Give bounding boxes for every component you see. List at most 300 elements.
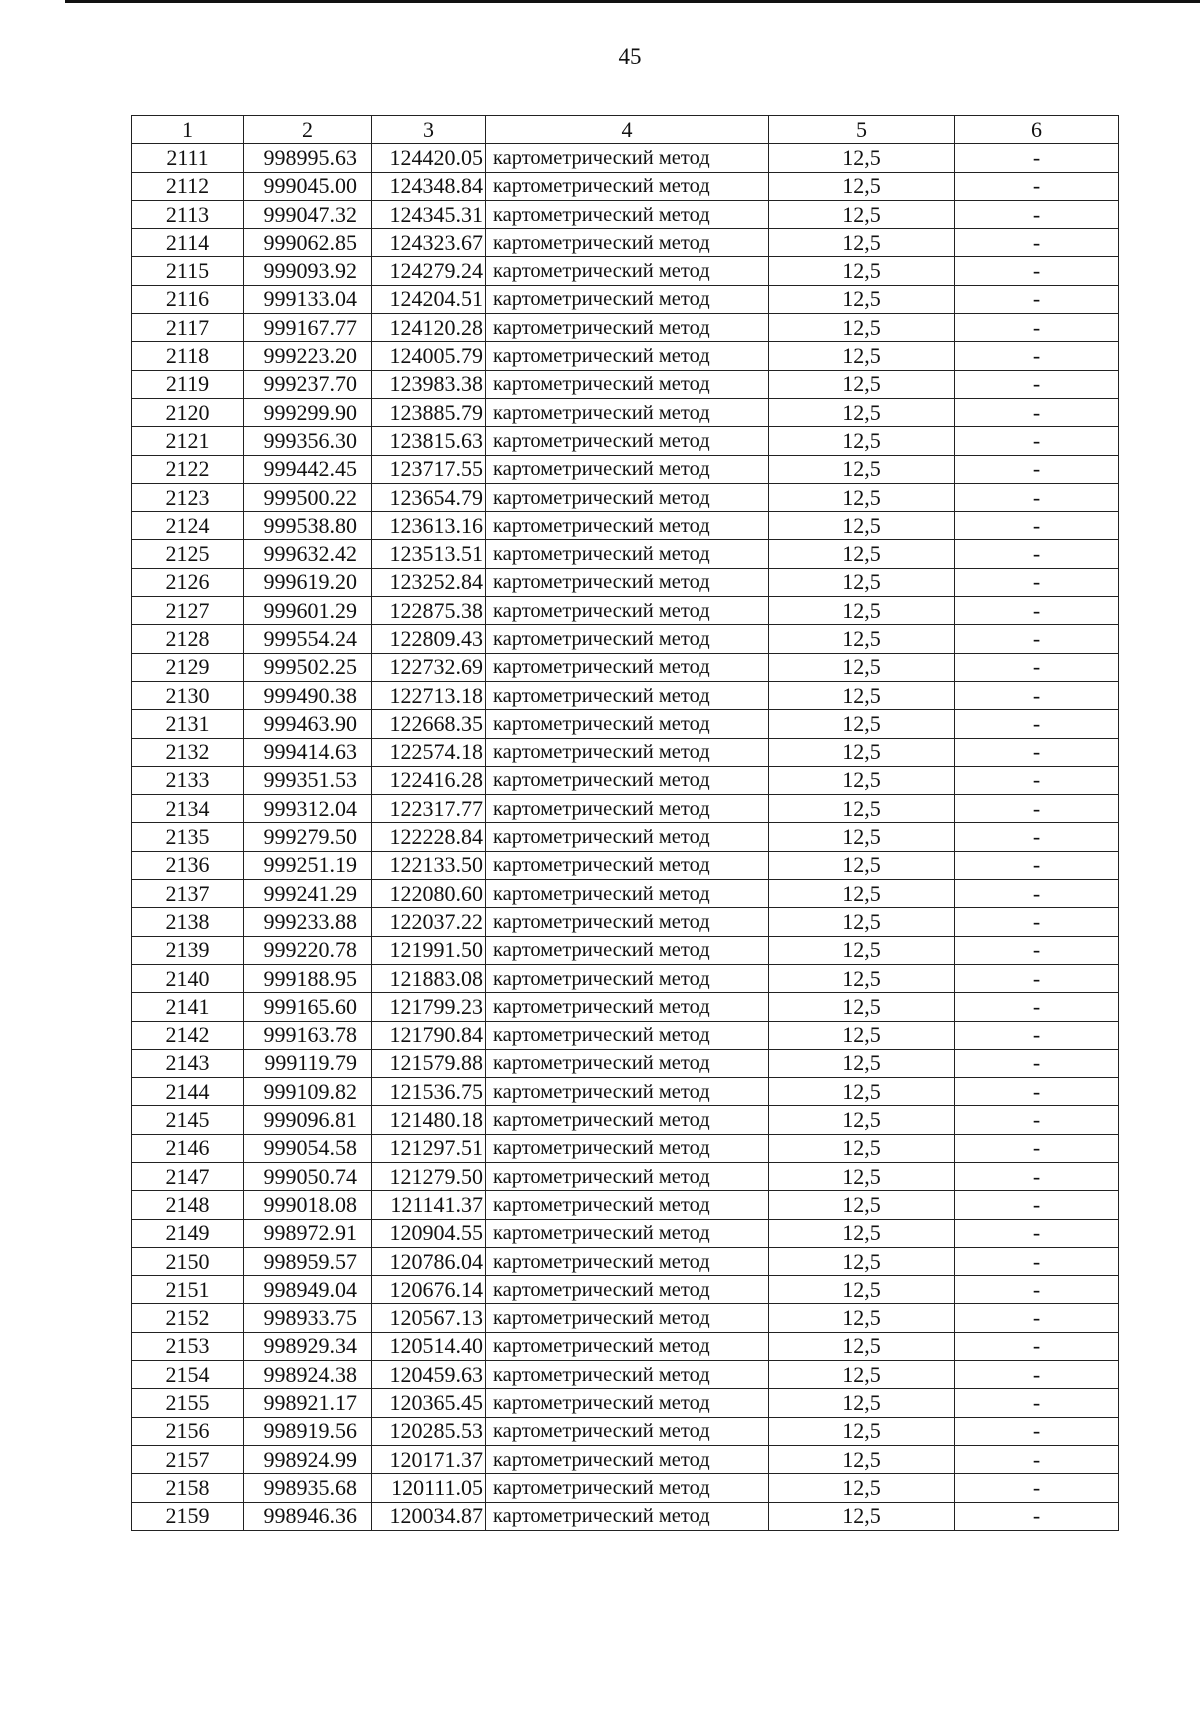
accuracy-cell: 12,5: [769, 398, 955, 426]
point-number-cell: 2113: [132, 200, 244, 228]
table-row: [132, 257, 1119, 285]
table-row: [132, 1247, 1119, 1275]
accuracy-cell: 12,5: [769, 738, 955, 766]
column-header-1: 1: [132, 116, 244, 144]
description-cell: -: [955, 1304, 1119, 1332]
y-coordinate-cell: 123717.55: [372, 455, 486, 483]
point-number-cell: 2125: [132, 540, 244, 568]
accuracy-cell: 12,5: [769, 483, 955, 511]
x-coordinate-cell: 999414.63: [244, 738, 372, 766]
accuracy-cell: 12,5: [769, 1049, 955, 1077]
x-coordinate-cell: 999233.88: [244, 908, 372, 936]
x-coordinate-cell: 999312.04: [244, 795, 372, 823]
y-coordinate-cell: 124120.28: [372, 314, 486, 342]
x-coordinate-cell: 999442.45: [244, 455, 372, 483]
method-cell: картометрический метод: [486, 1191, 769, 1219]
method-cell: картометрический метод: [486, 908, 769, 936]
method-cell: картометрический метод: [486, 993, 769, 1021]
point-number-cell: 2139: [132, 936, 244, 964]
accuracy-cell: 12,5: [769, 1502, 955, 1530]
method-cell: картометрический метод: [486, 285, 769, 313]
table-row: [132, 738, 1119, 766]
description-cell: -: [955, 851, 1119, 879]
column-header-3: 3: [372, 116, 486, 144]
top-rule: [65, 0, 1200, 3]
description-cell: -: [955, 455, 1119, 483]
accuracy-cell: 12,5: [769, 1361, 955, 1389]
table-row: [132, 710, 1119, 738]
x-coordinate-cell: 999223.20: [244, 342, 372, 370]
point-number-cell: 2158: [132, 1474, 244, 1502]
method-cell: картометрический метод: [486, 1049, 769, 1077]
point-number-cell: 2156: [132, 1417, 244, 1445]
y-coordinate-cell: 121883.08: [372, 964, 486, 992]
point-number-cell: 2143: [132, 1049, 244, 1077]
description-cell: -: [955, 370, 1119, 398]
table-row: [132, 1021, 1119, 1049]
y-coordinate-cell: 123983.38: [372, 370, 486, 398]
description-cell: -: [955, 200, 1119, 228]
table-row: [132, 1106, 1119, 1134]
point-number-cell: 2112: [132, 172, 244, 200]
description-cell: -: [955, 625, 1119, 653]
page-number: 45: [618, 44, 642, 69]
y-coordinate-cell: 120514.40: [372, 1332, 486, 1360]
y-coordinate-cell: 123252.84: [372, 568, 486, 596]
description-cell: -: [955, 1276, 1119, 1304]
point-number-cell: 2150: [132, 1247, 244, 1275]
y-coordinate-cell: 120786.04: [372, 1247, 486, 1275]
y-coordinate-cell: 122037.22: [372, 908, 486, 936]
accuracy-cell: 12,5: [769, 144, 955, 172]
y-coordinate-cell: 124204.51: [372, 285, 486, 313]
method-cell: картометрический метод: [486, 1247, 769, 1275]
table-row: [132, 314, 1119, 342]
accuracy-cell: 12,5: [769, 455, 955, 483]
table-row: [132, 1445, 1119, 1473]
point-number-cell: 2135: [132, 823, 244, 851]
y-coordinate-cell: 124420.05: [372, 144, 486, 172]
table-row: [132, 766, 1119, 794]
y-coordinate-cell: 120365.45: [372, 1389, 486, 1417]
accuracy-cell: 12,5: [769, 370, 955, 398]
table-row: [132, 200, 1119, 228]
method-cell: картометрический метод: [486, 398, 769, 426]
table-row: [132, 681, 1119, 709]
point-number-cell: 2130: [132, 681, 244, 709]
description-cell: -: [955, 1134, 1119, 1162]
y-coordinate-cell: 121279.50: [372, 1162, 486, 1190]
description-cell: -: [955, 1078, 1119, 1106]
method-cell: картометрический метод: [486, 710, 769, 738]
x-coordinate-cell: 999018.08: [244, 1191, 372, 1219]
point-number-cell: 2145: [132, 1106, 244, 1134]
description-cell: -: [955, 427, 1119, 455]
description-cell: -: [955, 398, 1119, 426]
y-coordinate-cell: 120459.63: [372, 1361, 486, 1389]
method-cell: картометрический метод: [486, 1276, 769, 1304]
description-cell: -: [955, 314, 1119, 342]
point-number-cell: 2127: [132, 597, 244, 625]
method-cell: картометрический метод: [486, 568, 769, 596]
x-coordinate-cell: 999241.29: [244, 880, 372, 908]
x-coordinate-cell: 998924.99: [244, 1445, 372, 1473]
point-number-cell: 2118: [132, 342, 244, 370]
accuracy-cell: 12,5: [769, 1106, 955, 1134]
accuracy-cell: 12,5: [769, 625, 955, 653]
table-row: [132, 342, 1119, 370]
accuracy-cell: 12,5: [769, 710, 955, 738]
x-coordinate-cell: 999356.30: [244, 427, 372, 455]
table-row: [132, 1361, 1119, 1389]
accuracy-cell: 12,5: [769, 908, 955, 936]
method-cell: картометрический метод: [486, 851, 769, 879]
method-cell: картометрический метод: [486, 200, 769, 228]
point-number-cell: 2142: [132, 1021, 244, 1049]
table-row: [132, 512, 1119, 540]
description-cell: -: [955, 880, 1119, 908]
y-coordinate-cell: 121480.18: [372, 1106, 486, 1134]
y-coordinate-cell: 122809.43: [372, 625, 486, 653]
accuracy-cell: 12,5: [769, 342, 955, 370]
table-row: [132, 964, 1119, 992]
method-cell: картометрический метод: [486, 427, 769, 455]
table-row: [132, 285, 1119, 313]
description-cell: -: [955, 908, 1119, 936]
x-coordinate-cell: 999237.70: [244, 370, 372, 398]
table-row: [132, 1389, 1119, 1417]
method-cell: картометрический метод: [486, 1162, 769, 1190]
x-coordinate-cell: 999165.60: [244, 993, 372, 1021]
description-cell: -: [955, 766, 1119, 794]
method-cell: картометрический метод: [486, 1389, 769, 1417]
x-coordinate-cell: 999133.04: [244, 285, 372, 313]
description-cell: -: [955, 1049, 1119, 1077]
x-coordinate-cell: 999093.92: [244, 257, 372, 285]
accuracy-cell: 12,5: [769, 766, 955, 794]
x-coordinate-cell: 999050.74: [244, 1162, 372, 1190]
description-cell: -: [955, 1219, 1119, 1247]
method-cell: картометрический метод: [486, 1474, 769, 1502]
accuracy-cell: 12,5: [769, 229, 955, 257]
coordinates-table: [131, 115, 1119, 1531]
table-row: [132, 1049, 1119, 1077]
x-coordinate-cell: 998959.57: [244, 1247, 372, 1275]
point-number-cell: 2132: [132, 738, 244, 766]
method-cell: картометрический метод: [486, 681, 769, 709]
description-cell: -: [955, 257, 1119, 285]
point-number-cell: 2154: [132, 1361, 244, 1389]
table-row: [132, 540, 1119, 568]
point-number-cell: 2151: [132, 1276, 244, 1304]
description-cell: -: [955, 512, 1119, 540]
point-number-cell: 2134: [132, 795, 244, 823]
y-coordinate-cell: 121297.51: [372, 1134, 486, 1162]
table-row: [132, 1191, 1119, 1219]
method-cell: картометрический метод: [486, 1361, 769, 1389]
accuracy-cell: 12,5: [769, 597, 955, 625]
description-cell: -: [955, 710, 1119, 738]
accuracy-cell: 12,5: [769, 1445, 955, 1473]
y-coordinate-cell: 121799.23: [372, 993, 486, 1021]
y-coordinate-cell: 124323.67: [372, 229, 486, 257]
accuracy-cell: 12,5: [769, 1304, 955, 1332]
x-coordinate-cell: 999299.90: [244, 398, 372, 426]
method-cell: картометрический метод: [486, 823, 769, 851]
description-cell: -: [955, 342, 1119, 370]
accuracy-cell: 12,5: [769, 1417, 955, 1445]
x-coordinate-cell: 998921.17: [244, 1389, 372, 1417]
column-header-5: 5: [769, 116, 955, 144]
method-cell: картометрический метод: [486, 314, 769, 342]
description-cell: -: [955, 1361, 1119, 1389]
x-coordinate-cell: 999188.95: [244, 964, 372, 992]
point-number-cell: 2122: [132, 455, 244, 483]
table-row: [132, 455, 1119, 483]
description-cell: -: [955, 681, 1119, 709]
description-cell: -: [955, 1389, 1119, 1417]
method-cell: картометрический метод: [486, 172, 769, 200]
accuracy-cell: 12,5: [769, 1134, 955, 1162]
y-coordinate-cell: 120285.53: [372, 1417, 486, 1445]
x-coordinate-cell: 999601.29: [244, 597, 372, 625]
method-cell: картометрический метод: [486, 1304, 769, 1332]
point-number-cell: 2152: [132, 1304, 244, 1332]
method-cell: картометрический метод: [486, 597, 769, 625]
x-coordinate-cell: 999554.24: [244, 625, 372, 653]
method-cell: картометрический метод: [486, 653, 769, 681]
x-coordinate-cell: 999279.50: [244, 823, 372, 851]
point-number-cell: 2126: [132, 568, 244, 596]
accuracy-cell: 12,5: [769, 880, 955, 908]
description-cell: -: [955, 1191, 1119, 1219]
accuracy-cell: 12,5: [769, 1247, 955, 1275]
y-coordinate-cell: 121579.88: [372, 1049, 486, 1077]
accuracy-cell: 12,5: [769, 1389, 955, 1417]
x-coordinate-cell: 998924.38: [244, 1361, 372, 1389]
method-cell: картометрический метод: [486, 144, 769, 172]
y-coordinate-cell: 120676.14: [372, 1276, 486, 1304]
y-coordinate-cell: 120171.37: [372, 1445, 486, 1473]
y-coordinate-cell: 121991.50: [372, 936, 486, 964]
y-coordinate-cell: 123613.16: [372, 512, 486, 540]
accuracy-cell: 12,5: [769, 568, 955, 596]
table-row: [132, 1502, 1119, 1530]
table-row: [132, 597, 1119, 625]
description-cell: -: [955, 285, 1119, 313]
x-coordinate-cell: 999045.00: [244, 172, 372, 200]
method-cell: картометрический метод: [486, 1502, 769, 1530]
x-coordinate-cell: 999632.42: [244, 540, 372, 568]
method-cell: картометрический метод: [486, 880, 769, 908]
table-row: [132, 1162, 1119, 1190]
y-coordinate-cell: 120111.05: [372, 1474, 486, 1502]
description-cell: -: [955, 568, 1119, 596]
x-coordinate-cell: 999054.58: [244, 1134, 372, 1162]
y-coordinate-cell: 122713.18: [372, 681, 486, 709]
accuracy-cell: 12,5: [769, 200, 955, 228]
method-cell: картометрический метод: [486, 795, 769, 823]
point-number-cell: 2138: [132, 908, 244, 936]
y-coordinate-cell: 123513.51: [372, 540, 486, 568]
accuracy-cell: 12,5: [769, 1162, 955, 1190]
method-cell: картометрический метод: [486, 964, 769, 992]
method-cell: картометрический метод: [486, 1417, 769, 1445]
table-row: [132, 427, 1119, 455]
x-coordinate-cell: 999047.32: [244, 200, 372, 228]
point-number-cell: 2121: [132, 427, 244, 455]
description-cell: -: [955, 993, 1119, 1021]
y-coordinate-cell: 120904.55: [372, 1219, 486, 1247]
table-row: [132, 144, 1119, 172]
y-coordinate-cell: 122875.38: [372, 597, 486, 625]
y-coordinate-cell: 124005.79: [372, 342, 486, 370]
method-cell: картометрический метод: [486, 1078, 769, 1106]
y-coordinate-cell: 124348.84: [372, 172, 486, 200]
point-number-cell: 2124: [132, 512, 244, 540]
point-number-cell: 2111: [132, 144, 244, 172]
point-number-cell: 2157: [132, 1445, 244, 1473]
y-coordinate-cell: 124279.24: [372, 257, 486, 285]
point-number-cell: 2133: [132, 766, 244, 794]
x-coordinate-cell: 999109.82: [244, 1078, 372, 1106]
description-cell: -: [955, 823, 1119, 851]
y-coordinate-cell: 120034.87: [372, 1502, 486, 1530]
method-cell: картометрический метод: [486, 625, 769, 653]
accuracy-cell: 12,5: [769, 1191, 955, 1219]
description-cell: -: [955, 172, 1119, 200]
x-coordinate-cell: 998949.04: [244, 1276, 372, 1304]
method-cell: картометрический метод: [486, 1219, 769, 1247]
point-number-cell: 2119: [132, 370, 244, 398]
accuracy-cell: 12,5: [769, 851, 955, 879]
description-cell: -: [955, 1106, 1119, 1134]
y-coordinate-cell: 121790.84: [372, 1021, 486, 1049]
x-coordinate-cell: 999096.81: [244, 1106, 372, 1134]
point-number-cell: 2147: [132, 1162, 244, 1190]
method-cell: картометрический метод: [486, 1445, 769, 1473]
description-cell: -: [955, 1445, 1119, 1473]
description-cell: -: [955, 1474, 1119, 1502]
description-cell: -: [955, 540, 1119, 568]
accuracy-cell: 12,5: [769, 936, 955, 964]
accuracy-cell: 12,5: [769, 964, 955, 992]
description-cell: -: [955, 229, 1119, 257]
table-row: [132, 880, 1119, 908]
accuracy-cell: 12,5: [769, 1021, 955, 1049]
point-number-cell: 2123: [132, 483, 244, 511]
accuracy-cell: 12,5: [769, 653, 955, 681]
table-row: [132, 1078, 1119, 1106]
accuracy-cell: 12,5: [769, 540, 955, 568]
x-coordinate-cell: 999220.78: [244, 936, 372, 964]
x-coordinate-cell: 998935.68: [244, 1474, 372, 1502]
table-row: [132, 483, 1119, 511]
table-row: [132, 568, 1119, 596]
method-cell: картометрический метод: [486, 370, 769, 398]
y-coordinate-cell: 124345.31: [372, 200, 486, 228]
table-row: [132, 1276, 1119, 1304]
x-coordinate-cell: 999062.85: [244, 229, 372, 257]
x-coordinate-cell: 999538.80: [244, 512, 372, 540]
x-coordinate-cell: 998972.91: [244, 1219, 372, 1247]
description-cell: -: [955, 483, 1119, 511]
method-cell: картометрический метод: [486, 1134, 769, 1162]
accuracy-cell: 12,5: [769, 1332, 955, 1360]
description-cell: -: [955, 1332, 1119, 1360]
table-row: [132, 1417, 1119, 1445]
x-coordinate-cell: 999500.22: [244, 483, 372, 511]
method-cell: картометрический метод: [486, 483, 769, 511]
description-cell: -: [955, 964, 1119, 992]
point-number-cell: 2144: [132, 1078, 244, 1106]
accuracy-cell: 12,5: [769, 172, 955, 200]
column-header-2: 2: [244, 116, 372, 144]
x-coordinate-cell: 999463.90: [244, 710, 372, 738]
x-coordinate-cell: 999167.77: [244, 314, 372, 342]
x-coordinate-cell: 999163.78: [244, 1021, 372, 1049]
table-row: [132, 823, 1119, 851]
table-row: [132, 993, 1119, 1021]
table-row: [132, 1219, 1119, 1247]
accuracy-cell: 12,5: [769, 1276, 955, 1304]
point-number-cell: 2114: [132, 229, 244, 257]
x-coordinate-cell: 999490.38: [244, 681, 372, 709]
y-coordinate-cell: 123654.79: [372, 483, 486, 511]
table-row: [132, 398, 1119, 426]
point-number-cell: 2155: [132, 1389, 244, 1417]
y-coordinate-cell: 122732.69: [372, 653, 486, 681]
point-number-cell: 2146: [132, 1134, 244, 1162]
method-cell: картометрический метод: [486, 738, 769, 766]
column-header-6: 6: [955, 116, 1119, 144]
y-coordinate-cell: 121536.75: [372, 1078, 486, 1106]
table-row: [132, 1332, 1119, 1360]
point-number-cell: 2116: [132, 285, 244, 313]
method-cell: картометрический метод: [486, 455, 769, 483]
table-row: [132, 795, 1119, 823]
table-header-row: [132, 116, 1119, 144]
accuracy-cell: 12,5: [769, 257, 955, 285]
table-row: [132, 851, 1119, 879]
table-row: [132, 625, 1119, 653]
table-row: [132, 908, 1119, 936]
y-coordinate-cell: 122133.50: [372, 851, 486, 879]
point-number-cell: 2159: [132, 1502, 244, 1530]
description-cell: -: [955, 1502, 1119, 1530]
accuracy-cell: 12,5: [769, 427, 955, 455]
description-cell: -: [955, 738, 1119, 766]
accuracy-cell: 12,5: [769, 823, 955, 851]
method-cell: картометрический метод: [486, 540, 769, 568]
table-row: [132, 172, 1119, 200]
x-coordinate-cell: 999251.19: [244, 851, 372, 879]
table-row: [132, 229, 1119, 257]
x-coordinate-cell: 998919.56: [244, 1417, 372, 1445]
accuracy-cell: 12,5: [769, 681, 955, 709]
point-number-cell: 2140: [132, 964, 244, 992]
point-number-cell: 2117: [132, 314, 244, 342]
method-cell: картометрический метод: [486, 1332, 769, 1360]
method-cell: картометрический метод: [486, 936, 769, 964]
y-coordinate-cell: 122317.77: [372, 795, 486, 823]
description-cell: -: [955, 653, 1119, 681]
accuracy-cell: 12,5: [769, 1078, 955, 1106]
accuracy-cell: 12,5: [769, 285, 955, 313]
point-number-cell: 2148: [132, 1191, 244, 1219]
point-number-cell: 2141: [132, 993, 244, 1021]
point-number-cell: 2136: [132, 851, 244, 879]
